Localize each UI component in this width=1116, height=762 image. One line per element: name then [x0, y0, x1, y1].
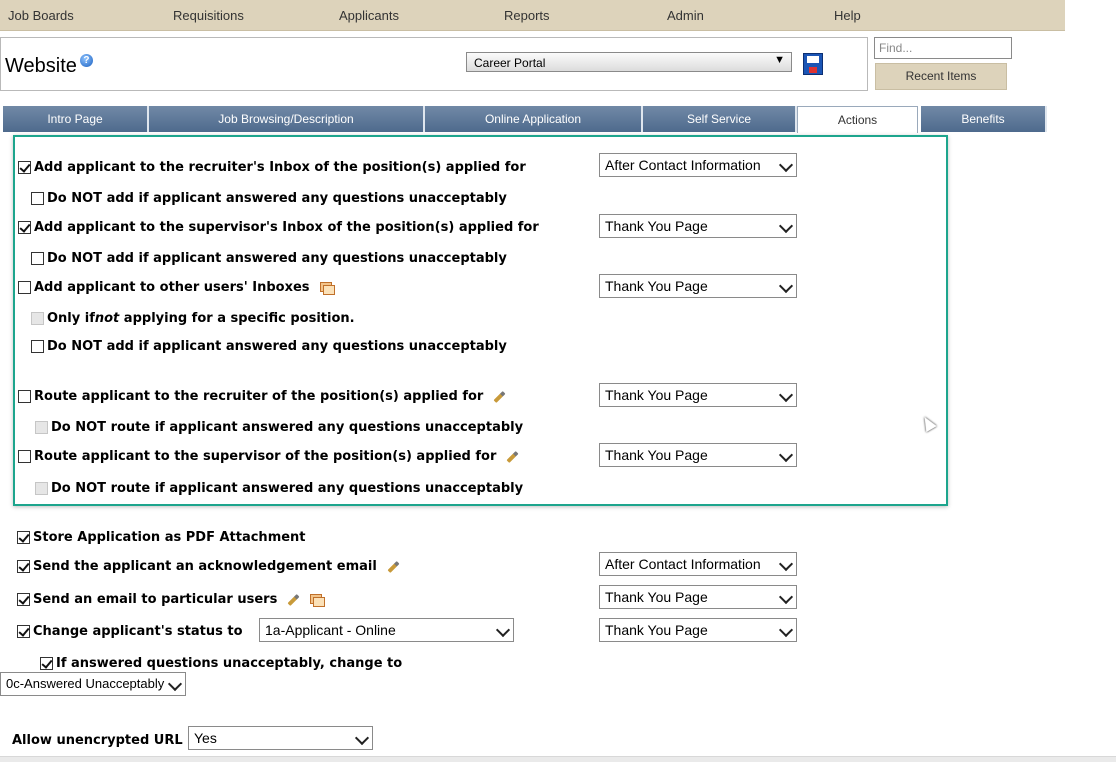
chevron-down-icon — [779, 557, 793, 571]
page-bottom-divider — [0, 756, 1116, 762]
menu-admin[interactable]: Admin — [667, 8, 704, 23]
chevron-down-icon — [496, 623, 510, 637]
tab-benefits[interactable]: Benefits — [921, 106, 1047, 132]
help-icon[interactable]: ? — [80, 54, 93, 67]
portal-select[interactable]: Career Portal ▼ — [466, 52, 792, 72]
edit-pencil-icon[interactable] — [507, 450, 519, 462]
option-recruiter-not-add: Do NOT add if applicant answered any questions unacceptably — [31, 191, 507, 206]
page-title: Website ? — [5, 55, 93, 78]
store-pdf-checkbox[interactable] — [17, 531, 30, 544]
menu-applicants[interactable]: Applicants — [339, 8, 399, 23]
chevron-down-icon — [355, 731, 369, 745]
tab-self-service[interactable]: Self Service — [643, 106, 797, 132]
ack-email-checkbox[interactable] — [17, 560, 30, 573]
menu-help[interactable]: Help — [834, 8, 861, 23]
if-unacceptable-checkbox[interactable] — [40, 657, 53, 670]
route-recruiter-timing-select[interactable]: Thank You Page — [599, 383, 797, 407]
unacceptable-status-select[interactable]: 0c-Answered Unacceptably — [0, 672, 186, 696]
recruiter-inbox-timing-select[interactable]: After Contact Information — [599, 153, 797, 177]
route-supervisor-timing-select[interactable]: Thank You Page — [599, 443, 797, 467]
option-route-supervisor: Route applicant to the supervisor of the position(s) applied for — [18, 449, 519, 464]
option-supervisor-inbox: Add applicant to the supervisor's Inbox of the position(s) applied for — [18, 220, 539, 235]
edit-pencil-icon[interactable] — [494, 390, 506, 402]
route-supervisor-not-checkbox[interactable] — [35, 482, 48, 495]
only-if-not-specific-checkbox[interactable] — [31, 312, 44, 325]
allow-url-select[interactable]: Yes — [188, 726, 373, 750]
option-route-recruiter: Route applicant to the recruiter of the position(s) applied for — [18, 389, 506, 404]
menu-requisitions[interactable]: Requisitions — [173, 8, 244, 23]
supervisor-inbox-timing-select[interactable]: Thank You Page — [599, 214, 797, 238]
recruiter-not-add-checkbox[interactable] — [31, 192, 44, 205]
option-other-not-add: Do NOT add if applicant answered any questions unacceptably — [31, 339, 507, 354]
chevron-down-icon — [168, 677, 182, 691]
edit-pencil-icon[interactable] — [387, 560, 399, 572]
option-if-unacceptable: If answered questions unacceptably, change to — [40, 656, 402, 671]
menu-reports[interactable]: Reports — [504, 8, 550, 23]
option-ack-email: Send the applicant an acknowledgement email — [17, 559, 400, 574]
tab-actions[interactable]: Actions — [797, 106, 918, 133]
edit-pencil-icon[interactable] — [288, 593, 300, 605]
status-value-select[interactable]: 1a-Applicant - Online — [259, 618, 514, 642]
option-other-inboxes: Add applicant to other users' Inboxes — [18, 280, 333, 295]
option-allow-unencrypted-url: Allow unencrypted URL — [12, 733, 183, 748]
tab-online-application[interactable]: Online Application — [425, 106, 643, 132]
option-route-recruiter-not: Do NOT route if applicant answered any questions unacceptably — [35, 420, 523, 435]
ack-email-timing-select[interactable]: After Contact Information — [599, 552, 797, 576]
other-inboxes-timing-select[interactable]: Thank You Page — [599, 274, 797, 298]
dropdown-arrow-icon: ▼ — [774, 54, 785, 66]
chevron-down-icon — [779, 388, 793, 402]
select-users-icon[interactable] — [310, 594, 323, 605]
recruiter-inbox-checkbox[interactable] — [18, 161, 31, 174]
status-timing-select[interactable]: Thank You Page — [599, 618, 797, 642]
chevron-down-icon — [779, 279, 793, 293]
supervisor-inbox-checkbox[interactable] — [18, 221, 31, 234]
email-users-checkbox[interactable] — [17, 593, 30, 606]
chevron-down-icon — [779, 448, 793, 462]
option-route-supervisor-not: Do NOT route if applicant answered any questions unacceptably — [35, 481, 523, 496]
supervisor-not-add-checkbox[interactable] — [31, 252, 44, 265]
chevron-down-icon — [779, 158, 793, 172]
tab-job-browsing[interactable]: Job Browsing/Description — [149, 106, 425, 132]
tab-intro-page[interactable]: Intro Page — [3, 106, 149, 132]
select-users-icon[interactable] — [320, 282, 333, 293]
save-icon[interactable] — [803, 53, 823, 75]
email-users-timing-select[interactable]: Thank You Page — [599, 585, 797, 609]
option-store-pdf: Store Application as PDF Attachment — [17, 530, 306, 545]
other-not-add-checkbox[interactable] — [31, 340, 44, 353]
chevron-down-icon — [779, 623, 793, 637]
other-inboxes-checkbox[interactable] — [18, 281, 31, 294]
option-supervisor-not-add: Do NOT add if applicant answered any questions unacceptably — [31, 251, 507, 266]
tab-bar — [3, 106, 1047, 133]
option-recruiter-inbox: Add applicant to the recruiter's Inbox of the position(s) applied for — [18, 160, 526, 175]
option-email-users: Send an email to particular users — [17, 592, 323, 607]
find-input[interactable] — [874, 37, 1012, 59]
top-menu-bar — [0, 0, 1065, 31]
chevron-down-icon — [779, 590, 793, 604]
page-header — [0, 37, 868, 91]
route-recruiter-not-checkbox[interactable] — [35, 421, 48, 434]
menu-job-boards[interactable]: Job Boards — [8, 8, 74, 23]
recent-items-button[interactable]: Recent Items — [875, 63, 1007, 90]
route-supervisor-checkbox[interactable] — [18, 450, 31, 463]
option-change-status: Change applicant's status to — [17, 624, 243, 639]
chevron-down-icon — [779, 219, 793, 233]
change-status-checkbox[interactable] — [17, 625, 30, 638]
route-recruiter-checkbox[interactable] — [18, 390, 31, 403]
option-only-if-not-specific: Only if not applying for a specific position. — [31, 311, 355, 326]
